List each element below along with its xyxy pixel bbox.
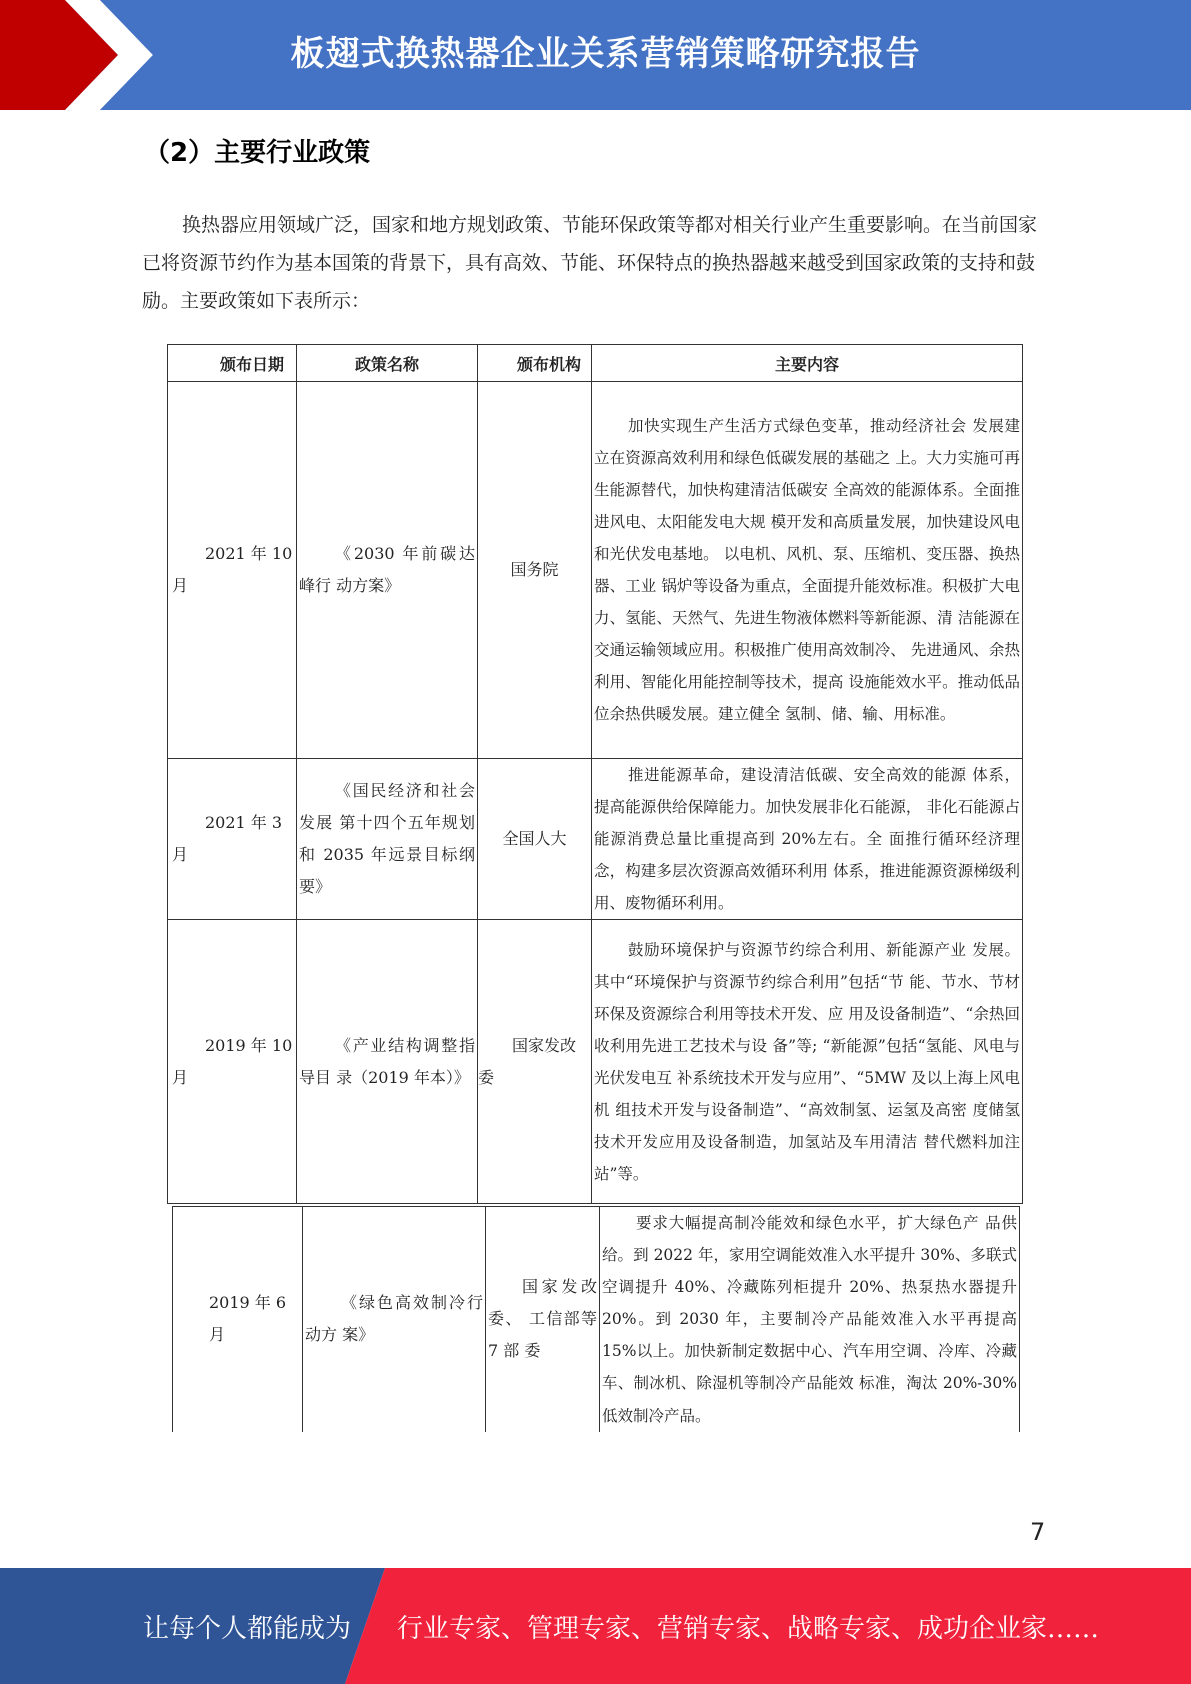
row-issuer [478, 920, 592, 1204]
row-policy-name: 《2030 年前碳达峰行 动方案》 [297, 382, 478, 759]
row-content: 加快实现生产生活方式绿色变革，推动经济社会 发展建立在资源高效利用和绿色低碳发展的基础之 上。大力实施可再生能源替代，加快构建清洁低碳安 全高效的能源体系。全面推进风电、太阳能发电大规 模开发和高质量发展，加快建设风电和光伏发电基地。 以电机、风机、泵、压缩机、变压器、换热器、工业 锅炉等设备为重点，全面提升能效标准。积极扩大电 力、氢能、天然气、先进生物液体燃料等新能源、清 洁能源在交通运输领域应用。积极推广使用高效制冷、 先进通风、余热利用、智能化用能控制等技术，提高 设施能效水平。推动低品位余热供暖发展。建立健全 氢制、储、输、用标准。 [592, 382, 1023, 759]
row-issuer-line: 国家发改 [512, 1035, 577, 1055]
row-date-line: 月 [172, 576, 189, 595]
row-issuer: 全国人大 [478, 759, 592, 920]
row-date [168, 382, 297, 759]
table-row [168, 382, 1023, 759]
policy-table [167, 344, 1023, 1204]
column-header-issuer: 颁布机构 [478, 345, 592, 382]
row-issuer-line: 委 [478, 1067, 495, 1087]
row-issuer: 国务院 [478, 382, 592, 759]
footer-slogan-right: 行业专家、管理专家、营销专家、战略专家、成功企业家…… [397, 1614, 1100, 1644]
section-heading: （2）主要行业政策 [144, 138, 371, 168]
row-date-line: 月 [172, 1067, 189, 1087]
page-number: 7 [1030, 1518, 1046, 1546]
row-date [168, 920, 297, 1204]
row-date: 2019 年 6 月 [173, 1207, 303, 1432]
row-content: 鼓励环境保护与资源节约综合利用、新能源产业 发展。其中“环境保护与资源节约综合利用”包括“节 能、节水、节材环保及资源综合利用等技术开发、应 用及设备制造”、“余热回收利用先进工艺技术与设 备”等; “新能源”包括“氢能、风电与光伏发电互 补系统技术开发与应用”、“5MW 及以上海上风电机 组技术开发与设备制造”、“高效制氢、运氢及高密 度储氢技术开发应用及设备制造，加氢站及车用清洁 替代燃料加注站”等。 [592, 920, 1023, 1204]
row-date-line: 2021 年 10 [205, 544, 293, 563]
header-banner [0, 0, 1191, 110]
footer-slogan-left: 让每个人都能成为 [143, 1614, 352, 1644]
table-header-row [168, 345, 1023, 382]
row-policy-name: 《产业结构调整指导目 录（2019 年本）》 [297, 920, 478, 1204]
row-date-line: 2019 年 10 [205, 1035, 293, 1055]
row-date [168, 759, 297, 920]
row-date-line: 2021 年 3 [205, 813, 283, 833]
row-issuer: 国家发改委、 工信部等 7 部 委 [486, 1207, 600, 1432]
table-row [173, 1207, 1020, 1432]
row-content: 要求大幅提高制冷能效和绿色水平，扩大绿色产 品供给。到 2022 年，家用空调能效准入水平提升 30%、多联式空调提升 40%、冷藏陈列柜提升 20%、热泵热水器提升 20%。到 2030 年，主要制冷产品能效准入水平再提高 15%以上。加快新制定数据中心、汽车用空调、冷库、冷藏车、制冰机、除湿机等制冷产品能效 标准，淘汰 20%-30%低效制冷产品。 [600, 1207, 1020, 1432]
footer-banner [0, 1568, 1191, 1684]
table-row [168, 920, 1023, 1204]
policy-table-continuation [172, 1206, 1020, 1432]
row-policy-name: 《国民经济和社会发展 第十四个五年规划和 2035 年远景目标纲要》 [297, 759, 478, 920]
row-policy-name: 《绿色高效制冷行动方 案》 [303, 1207, 486, 1432]
column-header-policy-name: 政策名称 [297, 345, 478, 382]
column-header-content: 主要内容 [592, 345, 1023, 382]
intro-paragraph: 换热器应用领域广泛，国家和地方规划政策、节能环保政策等都对相关行业产生重要影响。在当前国家已将资源节约作为基本国策的背景下，具有高效、节能、环保特点的换热器越来越受到国家政策的支持和鼓励。主要政策如下表所示： [142, 214, 1038, 312]
row-date-line: 月 [172, 845, 189, 865]
table-row [168, 759, 1023, 920]
column-header-date: 颁布日期 [168, 345, 297, 382]
report-title: 板翅式换热器企业关系营销策略研究报告 [290, 34, 921, 74]
row-content: 推进能源革命，建设清洁低碳、安全高效的能源 体系，提高能源供给保障能力。加快发展非化石能源， 非化石能源占能源消费总量比重提高到 20%左右。全 面推行循环经济理念，构建多层次资源高效循环利用 体系，推进能源资源梯级利用、废物循环利用。 [592, 759, 1023, 920]
